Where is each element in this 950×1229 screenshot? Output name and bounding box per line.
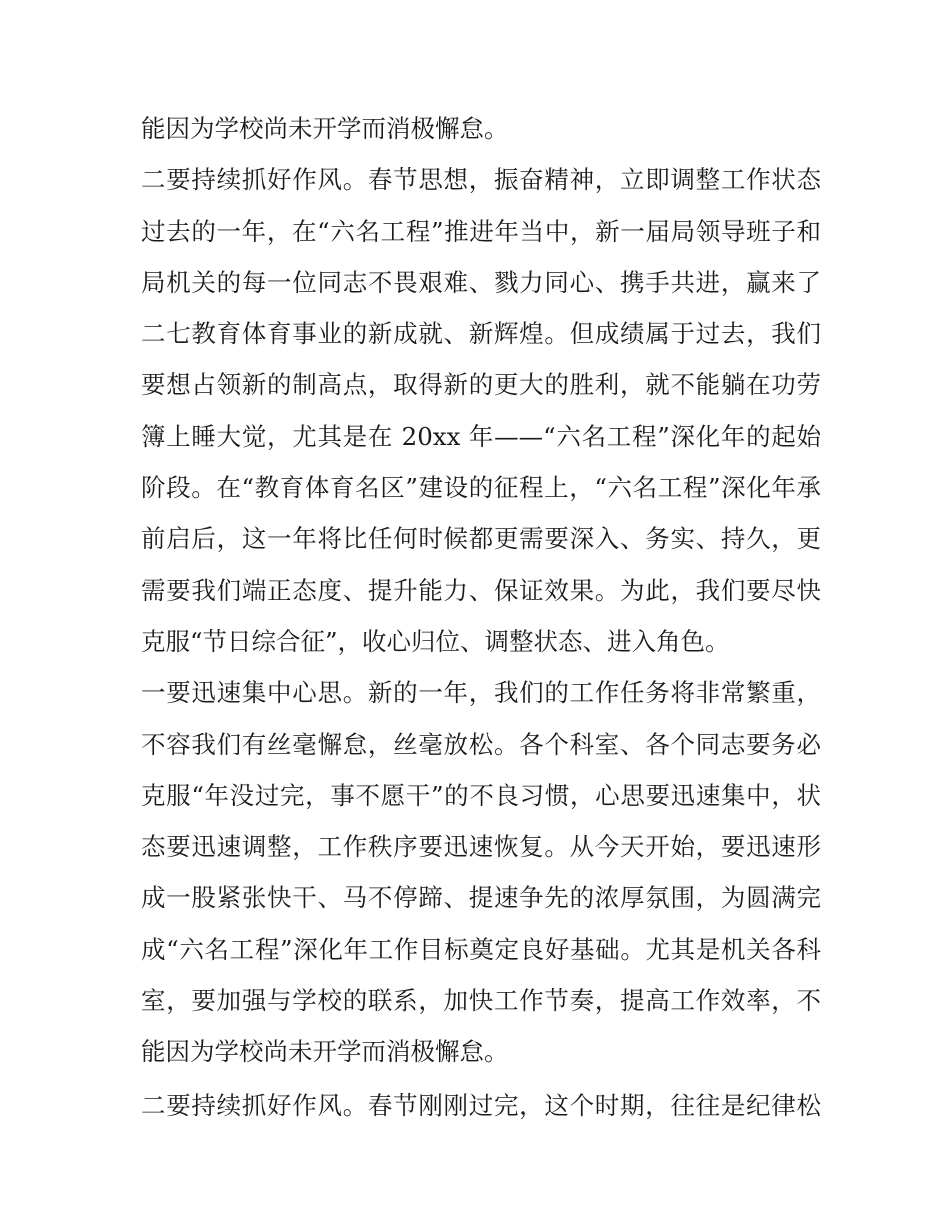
text-line: 成“六名工程”深化年工作目标奠定良好基础。尤其是机关各科 — [141, 934, 821, 964]
text-line: 克服“年没过完，事不愿干”的不良习惯，心思要迅速集中，状 — [141, 780, 821, 810]
text-line: 需要我们端正态度、提升能力、保证效果。为此，我们要尽快 — [141, 575, 821, 605]
text-line: 阶段。在“教育体育名区”建设的征程上，“六名工程”深化年承 — [141, 473, 821, 503]
text-line: 能因为学校尚未开学而消极懈怠。 — [141, 114, 509, 143]
text-line: 要想占领新的制高点，取得新的更大的胜利，就不能躺在功劳 — [141, 370, 821, 400]
text-line: 成一股紧张快干、马不停蹄、提速争先的浓厚氛围，为圆满完 — [141, 883, 821, 913]
text-line: 一要迅速集中心思。新的一年，我们的工作任务将非常繁重， — [141, 678, 821, 708]
text-line: 室，要加强与学校的联系，加快工作节奏，提高工作效率，不 — [141, 986, 821, 1016]
text-line: 前启后，这一年将比任何时候都更需要深入、务实、持久，更 — [141, 524, 821, 554]
body-text — [141, 103, 821, 1131]
text-line: 二要持续抓好作风。春节刚刚过完，这个时期，往往是纪律松 — [141, 1090, 821, 1120]
text-line: 二七教育体育事业的新成就、新辉煌。但成绩属于过去，我们 — [141, 319, 821, 349]
text-line: 克服“节日综合征”，收心归位、调整状态、进入角色。 — [141, 626, 730, 656]
text-line: 态要迅速调整，工作秩序要迅速恢复。从今天开始，要迅速形 — [141, 832, 821, 862]
text-line: 二要持续抓好作风。春节思想，振奋精神，立即调整工作状态 — [141, 165, 821, 195]
text-line: 局机关的每一位同志不畏艰难、戮力同心、携手共进，赢来了 — [141, 267, 821, 297]
text-line: 簿上睡大觉，尤其是在 20xx 年——“六名工程”深化年的起始 — [141, 421, 821, 451]
text-line: 能因为学校尚未开学而消极懈怠。 — [141, 1037, 509, 1067]
text-line: 过去的一年，在“六名工程”推进年当中，新一届局领导班子和 — [141, 216, 821, 246]
text-line: 不容我们有丝毫懈怠，丝毫放松。各个科室、各个同志要务必 — [141, 729, 821, 759]
